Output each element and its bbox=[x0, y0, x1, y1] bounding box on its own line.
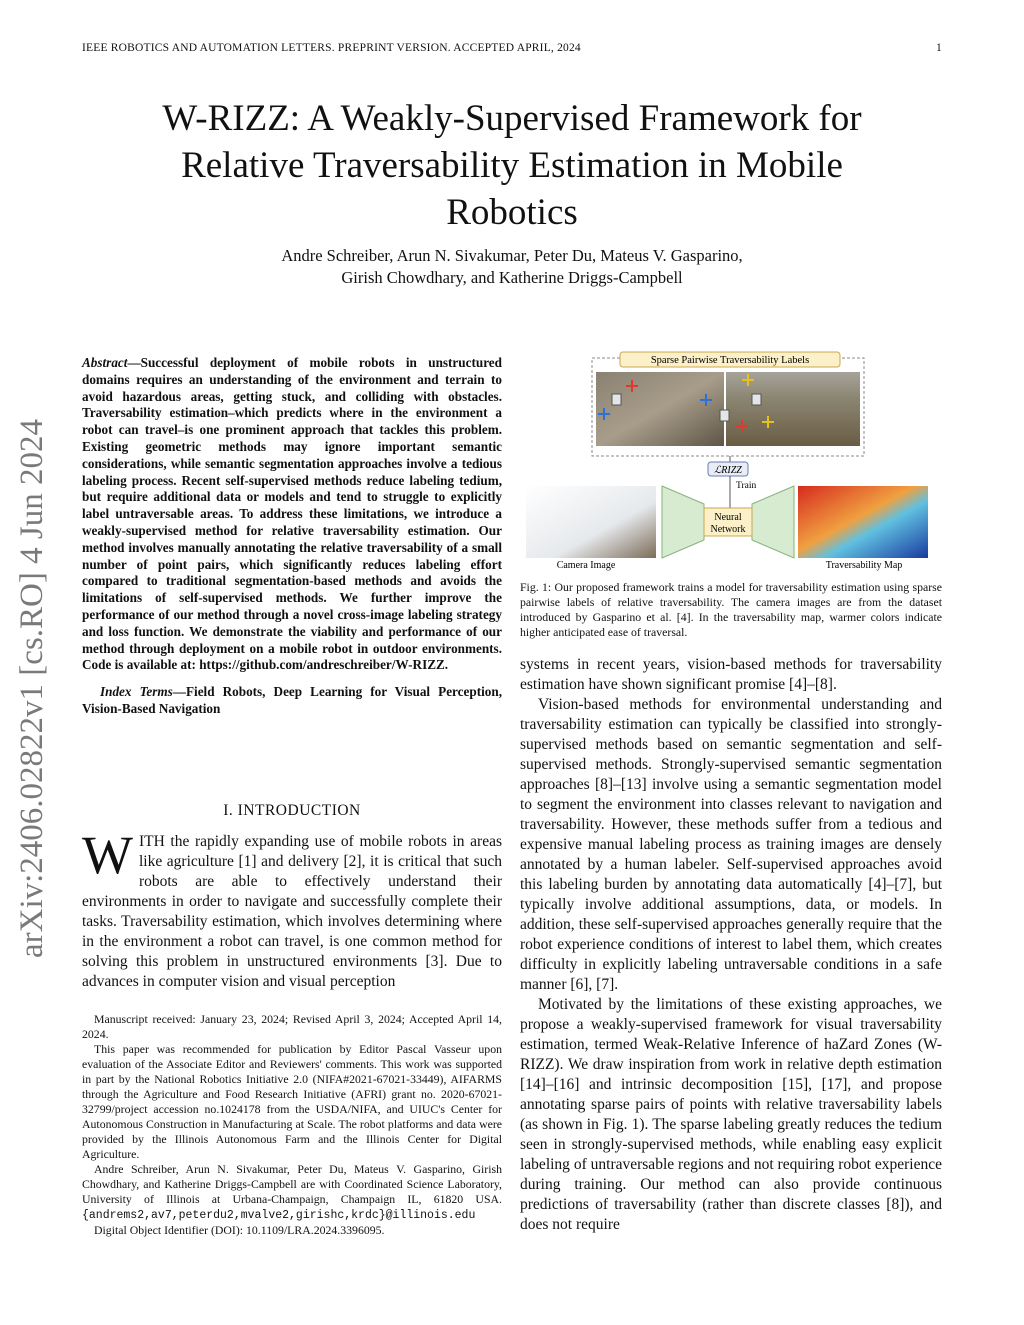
right-column-text bbox=[520, 655, 942, 1235]
paragraph-3: Motivated by the limitations of these existing approaches, we propose a weakly-supervised framework for visual traversability estimation, termed Weak-Relative Inference of haZard Zones (W-RIZZ). We draw inspiration from work in relative depth estimation [14]–[16] and intrinsic decomposition [15], [17], and propose annotating sparse pairs of points with relative traversability labels (as shown in Fig. 1). The sparse labeling greatly reduces the tedium seen in strongly-supervised methods, while enabling easy explicit labeling of untraversable regions and not requiring robot experience during training. Our method can also provide continuous predictions of traversability (rather than discrete classes [8]), and does not require bbox=[520, 996, 942, 1233]
footnotes bbox=[82, 1012, 502, 1238]
abstract-text: —Successful deployment of mobile robots in unstructured domains requires an understanding of the environment and terrain to avoid hazardous areas, getting stuck, and colliding with obstacles. Traversability estimation–which predicts where in the environment a robot can travel–is one prominent approach that tackles this problem. Existing geometric methods may ignore important semantic considerations, while semantic segmentation approaches involve a tedious labeling process. Recent self-supervised methods reduce labeling tedium, but require additional data or models and tend to struggle to explicitly label untraversable areas. To address these limitations, we introduce a weakly-supervised method for relative traversability estimation. Our method involves manually annotating the relative traversability of a small number of point pairs, which significantly reduces labeling effort compared to traditional segmentation-based methods and avoids the limitations of self-supervised methods. We further improve the performance of our method through a novel cross-image labeling strategy and loss function. We demonstrate the viability and performance of our method through deployment on a mobile robot in outdoor environments. Code is available at: https://github.com/andreschreiber/W-RIZZ. bbox=[82, 355, 502, 673]
title-line-3: Robotics bbox=[446, 192, 578, 233]
banner-label: Sparse Pairwise Traversability Labels bbox=[650, 355, 810, 366]
intro-paragraph bbox=[82, 825, 502, 992]
footnote-affiliation bbox=[82, 1162, 502, 1223]
title-line-2: Relative Traversability Estimation in Mobile bbox=[181, 145, 843, 186]
label-relation-2 bbox=[720, 410, 729, 421]
authors-line-1: Andre Schreiber, Arun N. Sivakumar, Peter Du, Mateus V. Gasparino, bbox=[281, 246, 743, 265]
label-relation-1 bbox=[612, 394, 621, 405]
index-terms bbox=[82, 684, 502, 718]
network-label-1: Neural bbox=[714, 512, 742, 523]
authors-line-2: Girish Chowdhary, and Katherine Driggs-Campbell bbox=[341, 268, 683, 287]
figure-1-caption: Fig. 1: Our proposed framework trains a model for traversability estimation using sparse pairwise labels of relative traversability. The camera images are from the dataset introduced by Gasparino et al. [4]. In the traversability map, warmer colors indicate higher anticipated ease of traversal. bbox=[520, 580, 942, 639]
map-label: Traversability Map bbox=[825, 560, 903, 571]
labeled-image-2 bbox=[726, 372, 860, 446]
decoder-shape bbox=[752, 486, 794, 558]
camera-image bbox=[526, 486, 656, 558]
arxiv-stamp bbox=[8, 360, 58, 960]
arxiv-id: arXiv:2406.02822v1 [cs.RO] 4 Jun 2024 bbox=[14, 419, 50, 958]
page-number: 1 bbox=[936, 42, 942, 54]
figure-1-diagram bbox=[520, 348, 942, 574]
camera-image-label: Camera Image bbox=[556, 560, 616, 571]
loss-label: ℒRIZZ bbox=[714, 465, 742, 476]
traversability-map bbox=[798, 486, 928, 558]
affiliation-text: Andre Schreiber, Arun N. Sivakumar, Peter Du, Mateus V. Gasparino, Girish Chowdhary, and Katherine Driggs-Campbell are with Coordinated Science Laboratory, University of Illinois at Urbana-Champaign, Champaign IL, 61820 USA. bbox=[82, 1162, 502, 1206]
encoder-shape bbox=[662, 486, 704, 558]
footnote-doi: Digital Object Identifier (DOI): 10.1109/LRA.2024.3396095. bbox=[94, 1223, 385, 1237]
footnote-received: Manuscript received: January 23, 2024; Revised April 3, 2024; Accepted April 14, 2024. bbox=[82, 1012, 502, 1041]
author-list bbox=[0, 245, 1024, 289]
train-label: Train bbox=[736, 481, 757, 491]
intro-lead: ITH bbox=[138, 833, 165, 850]
paper-title bbox=[0, 95, 1024, 236]
title-line-1: W-RIZZ: A Weakly-Supervised Framework for bbox=[162, 98, 862, 139]
labeled-image-1 bbox=[596, 372, 724, 446]
index-terms-label: Index Terms bbox=[100, 684, 173, 700]
network-label-2: Network bbox=[710, 524, 746, 535]
abstract-label: Abstract bbox=[82, 355, 128, 370]
dropcap: W bbox=[82, 825, 133, 885]
paragraph-2: Vision-based methods for environmental understanding and traversability estimation can typically be classified into strongly-supervised methods based on semantic segmentation and self-supervised methods. Strongly-supervised semantic segmentation approaches [8]–[13] involve using a semantic segmentation model to segment the environment into classes relevant to navigation and traversability. However, these methods suffer from a tedious and expensive manual labeling process as training images are densely annotated by a human labeler. Self-supervised approaches avoid this labeling burden by annotating data automatically [4]–[7], but typically involve additional assumptions, data, or models. In addition, these self-supervised approaches generally require that the robot experience conditions of interest to label them, which creates difficulty in explicitly labeling untraversable conditions in a safe manner [6], [7]. bbox=[520, 696, 942, 993]
figure-1 bbox=[520, 348, 942, 574]
author-emails[interactable]: {andrems2,av7,peterdu2,mvalve2,girishc,krdc}@illinois.edu bbox=[82, 1209, 476, 1222]
abstract bbox=[82, 355, 502, 718]
running-header: IEEE ROBOTICS AND AUTOMATION LETTERS. PREPRINT VERSION. ACCEPTED APRIL, 2024 bbox=[82, 42, 581, 54]
paragraph-1: systems in recent years, vision-based methods for traversability estimation have shown significant promise [4]–[8]. bbox=[520, 656, 942, 693]
index-terms-text: —Field Robots, Deep Learning for Visual Perception, Vision-Based Navigation bbox=[82, 684, 502, 716]
section-heading-introduction: I. INTRODUCTION bbox=[223, 802, 361, 819]
intro-text: the rapidly expanding use of mobile robots in areas like agriculture [1] and delivery [2], it is critical that such robots are able to effectively understand their environments in order to navigate and successfully complete their tasks. Traversability estimation, which involves determining where in the environment a robot can travel, is one common method for solving this problem in unstructured environments [3]. Due to advances in computer vision and visual perception bbox=[82, 833, 502, 990]
footnote-funding: This paper was recommended for publication by Editor Pascal Vasseur upon evaluation of the Associate Editor and Reviewers' comments. This work was supported in part by the National Robotics Initiative 2.0 (NIFA#2021-67021-33449), AIFARMS through the Agriculture and Food Research Initiative (AFRI) grant no. 2020-67021-32799/project accession no.1024178 from the USDA/NIFA, and UIUC's Center for Autonomous Construction in Manufacturing at Scale. The robot platforms and data were provided by the Illinois Autonomous Farm and the Illinois Center for Digital Agriculture. bbox=[82, 1042, 502, 1161]
label-relation-3 bbox=[752, 394, 761, 405]
